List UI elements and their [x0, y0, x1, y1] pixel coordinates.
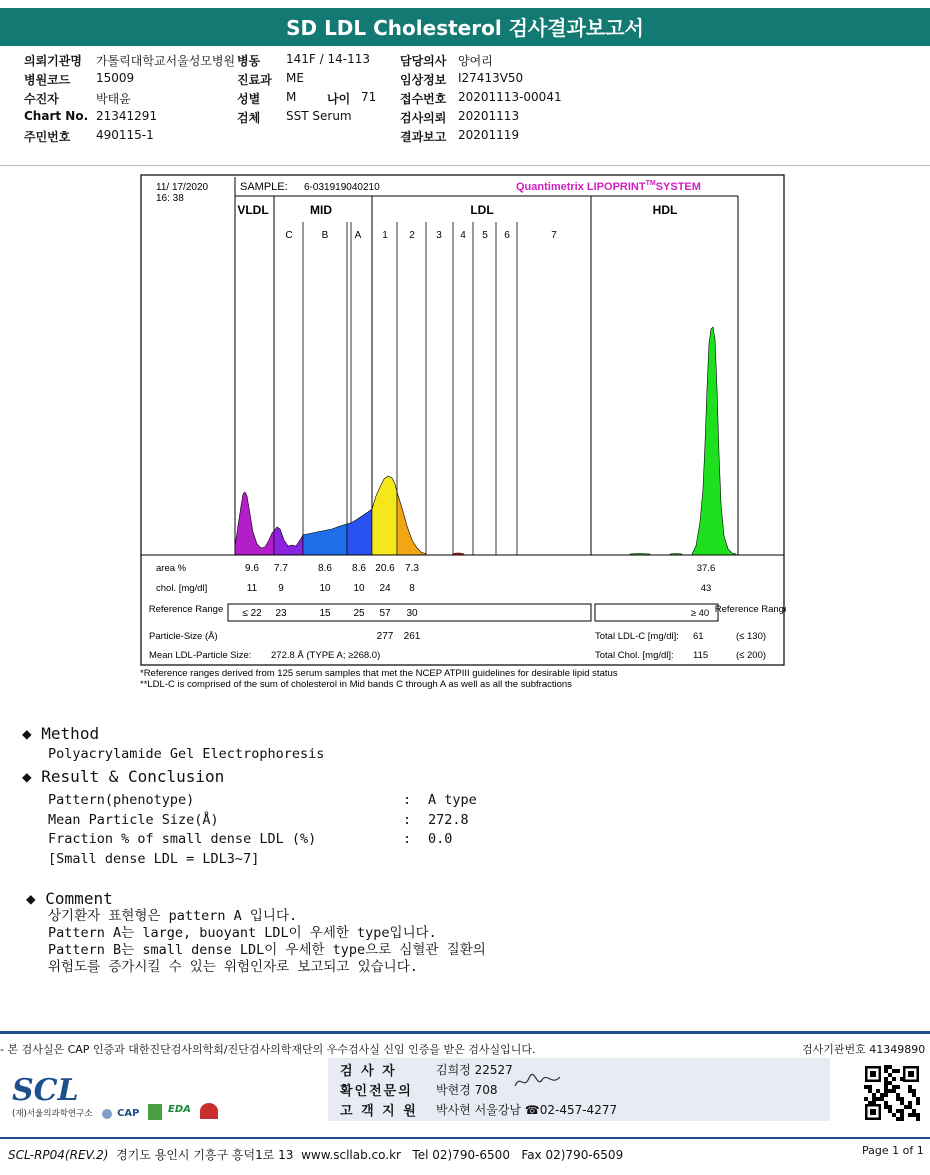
- band-label: 1: [382, 230, 388, 241]
- scl-logo: SCL (재)서울의과학연구소: [12, 1073, 93, 1119]
- agency-number: 검사기관번호 41349890: [802, 1043, 926, 1056]
- total-chol-value: 115: [693, 650, 709, 661]
- telephone: Tel 02)790-6500: [412, 1148, 510, 1162]
- info-label: 검체: [237, 111, 261, 125]
- staff-role: 고 객 지 원: [340, 1104, 418, 1119]
- info-value: 15009: [96, 71, 135, 85]
- lipoprint-chart-svg: [140, 174, 786, 694]
- website: www.scllab.co.kr: [301, 1148, 401, 1162]
- result-row-1-label: Pattern(phenotype): [48, 792, 195, 808]
- chart-time: 16: 38: [156, 193, 184, 204]
- info-value: 양여리: [458, 54, 493, 68]
- report-title: SD LDL Cholesterol 검사결과보고서: [0, 8, 930, 46]
- info-label: 주민번호: [24, 130, 71, 144]
- info-label: Chart No.: [24, 109, 89, 123]
- particle-size-label: Particle-Size (Å): [149, 631, 218, 642]
- area-value: 9.6: [245, 563, 259, 574]
- footer-bottom-rule: [0, 1137, 930, 1139]
- band-label: 5: [482, 230, 488, 241]
- method-heading: ◆ Method: [22, 724, 100, 743]
- patient-info: [0, 52, 930, 162]
- band-label: B: [321, 230, 329, 241]
- info-label: 병동: [237, 54, 261, 68]
- area-value: 8.6: [352, 563, 366, 574]
- info-label: 병원코드: [24, 73, 71, 87]
- total-chol-ref: (≤ 200): [736, 650, 767, 661]
- lipoprint-chart: [140, 174, 786, 694]
- band-label: 7: [551, 230, 557, 241]
- info-label: 진료과: [237, 73, 272, 87]
- age-label: 나이: [327, 92, 351, 106]
- mean-size-label: Mean LDL-Particle Size:: [149, 650, 252, 661]
- info-value: 20201113-00041: [458, 90, 562, 104]
- info-value: 21341291: [96, 109, 158, 123]
- info-label: 수진자: [24, 92, 59, 106]
- info-label: 결과보고: [400, 130, 447, 144]
- result-heading: ◆ Result & Conclusion: [22, 767, 225, 786]
- globe-icon: [102, 1109, 112, 1119]
- result-row-2-value: 272.8: [428, 812, 469, 828]
- result-table: [48, 792, 648, 882]
- signature-icon: [512, 1072, 564, 1092]
- band-label: C: [285, 230, 293, 241]
- info-value: 490115-1: [96, 128, 154, 142]
- lab-badge-icon: [148, 1104, 162, 1120]
- method-text: Polyacrylamide Gel Electrophoresis: [48, 746, 325, 762]
- ref-value: 30: [406, 608, 418, 619]
- area-value: 7.3: [405, 563, 419, 574]
- ref-value: 15: [319, 608, 331, 619]
- result-row-3-label: Fraction % of small dense LDL (%): [48, 831, 317, 847]
- result-row-3-value: 0.0: [428, 831, 453, 847]
- ref-value: 57: [379, 608, 391, 619]
- band-label: 6: [504, 230, 510, 241]
- info-label: 검사의뢰: [400, 111, 447, 125]
- header-divider: [0, 165, 930, 166]
- area-value: 8.6: [318, 563, 332, 574]
- footer-top-rule: [0, 1031, 930, 1034]
- staff-name: 박사현 서울강남 ☎02-457-4277: [436, 1103, 618, 1117]
- info-value: M: [286, 90, 297, 104]
- fax: Fax 02)790-6509: [521, 1148, 624, 1162]
- staff-panel: [328, 1058, 830, 1121]
- chol-value: 10: [319, 583, 331, 594]
- cert-statement: - 본 검사실은 CAP 인증과 대한진단검사의학회/진단검사의학재단의 우수검사실 신임 인증을 받은 검사실입니다.: [0, 1043, 536, 1056]
- total-ldl-label: Total LDL-C [mg/dl]:: [595, 631, 679, 642]
- staff-role: 검 사 자: [340, 1064, 397, 1079]
- ref-value: 23: [275, 608, 287, 619]
- comment-line-1: 상기환자 표현형은 pattern A 입니다.: [48, 908, 298, 924]
- group-label: HDL: [652, 203, 678, 217]
- band-label: 3: [436, 230, 442, 241]
- info-value: I27413V50: [458, 71, 524, 85]
- chol-label: chol. [mg/dl]: [156, 583, 208, 594]
- area-value: 7.7: [274, 563, 288, 574]
- staff-name: 김희정 22527: [436, 1063, 513, 1077]
- page-number: Page 1 of 1: [862, 1144, 924, 1157]
- footnote-2: **LDL-C is comprised of the sum of cholesterol in Mid bands C through A as well as all the subfractions: [140, 679, 572, 690]
- result-note: [Small dense LDL = LDL3~7]: [48, 851, 260, 867]
- diamond-icon: ◆: [26, 889, 36, 908]
- staff-name: 박현경 708: [436, 1083, 498, 1097]
- ref-label-left: Reference Range: [148, 604, 224, 615]
- comment-line-3: Pattern B는 small dense LDL이 우세한 type으로 심혈관 질환의: [48, 942, 486, 958]
- colon: :: [403, 812, 412, 828]
- mean-size-value: 272.8 Å (TYPE A; ≥268.0): [271, 650, 381, 661]
- diamond-icon: ◆: [22, 724, 32, 743]
- info-label: 담당의사: [400, 54, 447, 68]
- result-row-2-label: Mean Particle Size(Å): [48, 812, 219, 828]
- colon: :: [403, 792, 412, 808]
- info-value: 박태윤: [96, 92, 131, 106]
- total-ldl-ref: (≤ 130): [736, 631, 767, 642]
- chol-value: 11: [246, 583, 258, 594]
- footnote-1: *Reference ranges derived from 125 serum samples that met the NCEP ATPIII guidelines for desirable lipid status: [140, 668, 618, 679]
- band-label: 4: [460, 230, 466, 241]
- info-label: 임상정보: [400, 73, 447, 87]
- ref-value: ≤ 22: [242, 608, 262, 619]
- band-label: 2: [409, 230, 415, 241]
- particle-size-value: 261: [403, 631, 421, 642]
- hdl-chol-value: 43: [700, 583, 712, 594]
- cap-badge: CAP: [102, 1103, 142, 1119]
- ref-label-right: Reference Range: [714, 604, 786, 615]
- info-value: 20201113: [458, 109, 520, 123]
- eda-badge: EDA: [168, 1104, 191, 1115]
- kla-badge-icon: [200, 1103, 218, 1119]
- sample-id: 6-031919040210: [304, 182, 380, 193]
- staff-role: 확인전문의: [340, 1084, 413, 1099]
- chol-value: 8: [409, 583, 415, 594]
- area-value: 20.6: [375, 563, 395, 574]
- ref-value: 25: [353, 608, 365, 619]
- hdl-ref-value: ≥ 40: [690, 608, 710, 619]
- comment-line-2: Pattern A는 large, buoyant LDL이 우세한 type입니다.: [48, 925, 437, 941]
- info-value: 가톨릭대학교서울성모병원: [96, 54, 236, 68]
- chart-frame: [141, 175, 784, 665]
- info-value: SST Serum: [286, 109, 352, 123]
- colon: :: [403, 831, 412, 847]
- total-ldl-value: 61: [693, 631, 704, 642]
- chol-value: 9: [278, 583, 284, 594]
- chol-value: 24: [379, 583, 391, 594]
- info-label: 성별: [237, 92, 261, 106]
- band-label: A: [354, 230, 362, 241]
- brand-name: Quantimetrix LIPOPRINT™SYSTEM: [516, 180, 701, 193]
- total-chol-label: Total Chol. [mg/dl]:: [595, 650, 674, 661]
- info-label: 의뢰기관명: [24, 54, 82, 68]
- comment-heading: ◆ Comment: [26, 889, 113, 908]
- info-value: ME: [286, 71, 304, 85]
- qr-code-icon: [864, 1065, 920, 1121]
- group-label: VLDL: [237, 203, 269, 217]
- comment-text: [48, 908, 486, 976]
- area-label: area %: [156, 563, 187, 574]
- footer-contact: [8, 1146, 623, 1163]
- group-label: LDL: [470, 203, 494, 217]
- result-row-1-value: A type: [428, 792, 477, 808]
- sample-label: SAMPLE:: [240, 181, 288, 193]
- address: 경기도 용인시 기흥구 흥덕1로 13: [116, 1148, 294, 1162]
- info-value: 20201119: [458, 128, 520, 142]
- form-number: SCL-RP04(REV.2): [8, 1148, 109, 1162]
- info-label: 접수번호: [400, 92, 447, 106]
- diamond-icon: ◆: [22, 767, 32, 786]
- comment-line-4: 위험도를 증가시킬 수 있는 위험인자로 보고되고 있습니다.: [48, 959, 418, 975]
- chol-value: 10: [353, 583, 365, 594]
- hdl-area-value: 37.6: [696, 563, 716, 574]
- info-value: 141F / 14-113: [286, 52, 370, 66]
- chart-date: 11/ 17/2020: [156, 182, 209, 193]
- particle-size-value: 277: [376, 631, 394, 642]
- group-label: MID: [310, 203, 332, 217]
- age-value: 71: [361, 90, 377, 104]
